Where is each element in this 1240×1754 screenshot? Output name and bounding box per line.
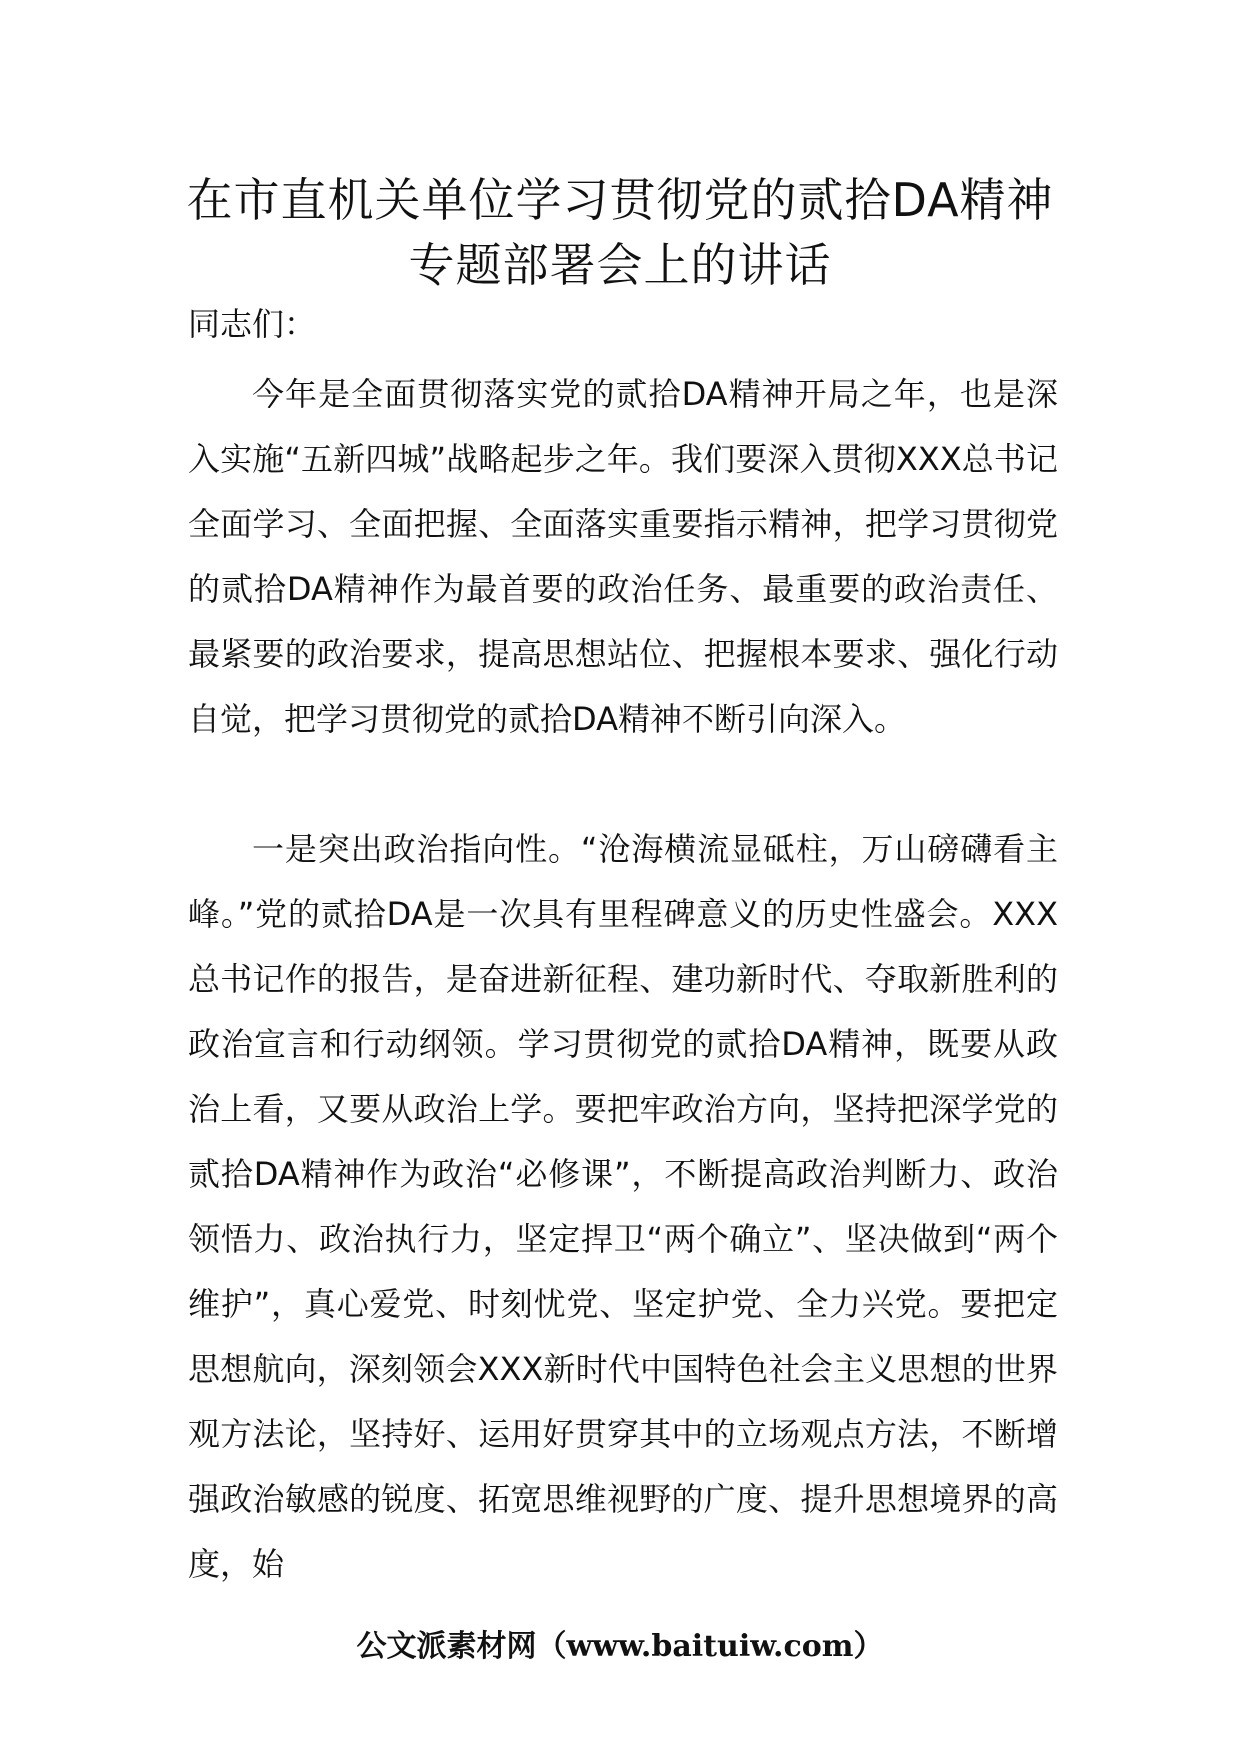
paragraph-political-orientation: 一是突出政治指向性。“沧海横流显砥柱，万山磅礴看主峰。”党的贰拾DA是一次具有里程碑意义的历史性盛会。XXX总书记作的报告，是奋进新征程、建功新时代、夺取新胜利的政治宣言和行动纲领。学习贯彻党的贰拾DA精神，既要从政治上看，又要从政治上学。要把牢政治方向，坚持把深学党的贰拾DA精神作为政治“必修课”，不断提高政治判断力、政治领悟力、政治执行力，坚定捍卫“两个确立”、坚决做到“两个维护”，真心爱党、时刻忧党、坚定护党、全力兴党。要把定思想航向，深刻领会XXX新时代中国特色社会主义思想的世界观方法论，坚持好、运用好贯穿其中的立场观点方法，不断增强政治敏感的锐度、拓宽思维视野的广度、提升思想境界的高度，始 (188, 830, 1058, 1583)
salutation: 同志们： (188, 305, 317, 343)
page-footer-watermark: 公文派素材网（www.baituiw.com） (356, 1629, 884, 1664)
paragraph-intro: 今年是全面贯彻落实党的贰拾DA精神开局之年，也是深入实施“五新四城”战略起步之年。我们要深入贯彻XXX总书记全面学习、全面把握、全面落实重要指示精神，把学习贯彻党的贰拾DA精神作为最首要的政治任务、最重要的政治责任、最紧要的政治要求，提高思想站位、把握根本要求、强化行动自觉，把学习贯彻党的贰拾DA精神不断引向深入。 (188, 375, 1058, 738)
document-title-line1: 在市直机关单位学习贯彻党的贰拾DA精神 (186, 173, 1054, 227)
document-title-line2: 专题部署会上的讲话 (408, 238, 832, 292)
